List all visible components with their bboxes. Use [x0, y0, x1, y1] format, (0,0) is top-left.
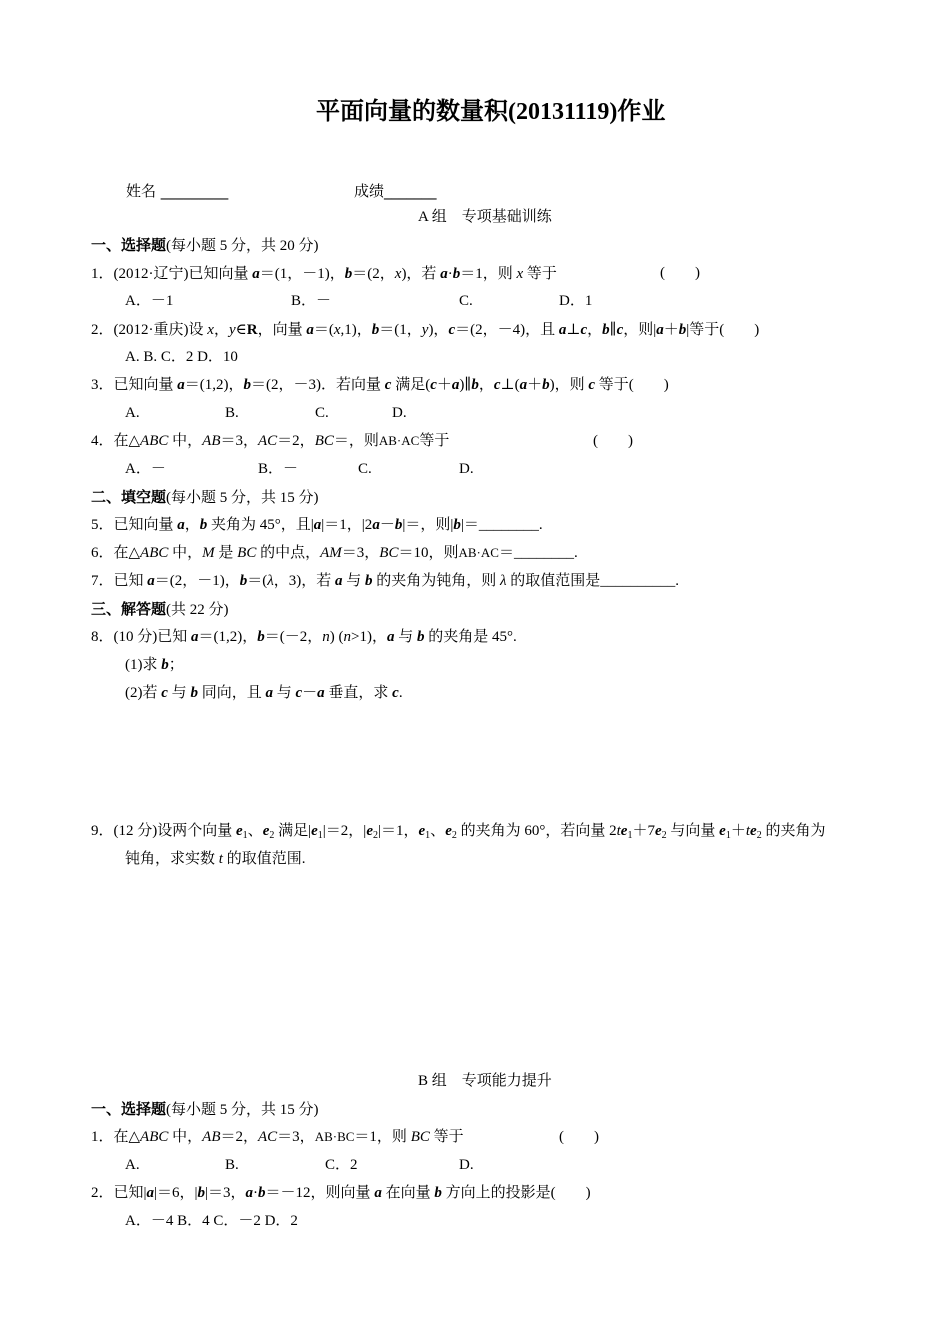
question-a8-part1: (1)求 b； [125, 657, 184, 673]
group-b-heading: B 组 专项能力提升 [418, 1073, 552, 1089]
question-a9: 9．(12 分)设两个向量 $e_1$、$e_2$ 满足$|e_1|=2$，$|e_2|=1$，$e_1$、$e_2$ 的夹角为 60°，若向量 $2te_1+7e_2$ 与向量 $e_1+te_2$ 的夹角为 [91, 823, 826, 841]
option-b: B．－ [291, 293, 332, 309]
answer-bracket: ( ) [660, 265, 700, 281]
options-row: A．－4 B．4 C．－2 D．2 [125, 1213, 298, 1229]
question-a9-line2: 钝角，求实数 t 的取值范围. [125, 851, 306, 867]
group-a-heading: A 组 专项基础训练 [418, 209, 552, 225]
question-a1: 1．(2012·辽宁)已知向量 a＝(1，－1)，b＝(2，x)，若 a·b＝1，则 x 等于 [91, 264, 557, 282]
section-choice-a: 一、选择题(每小题 5 分，共 20 分) [91, 236, 319, 254]
question-a7: 7．已知 a＝(2，－1)，b＝(λ，3)，若 a 与 b 的夹角为钝角，则 λ 的取值范围是__________. [91, 573, 680, 589]
question-a8: 8．(10 分)已知 a＝(1,2)，b＝(－2，n) (n>1)，a 与 b 的夹角是 45°. [91, 629, 517, 645]
option-c: C．2 [325, 1157, 358, 1173]
question-b2: 2．已知|a|＝6，|b|＝3，a·b＝－12，则向量 a 在向量 b 方向上的投影是( ) [91, 1185, 591, 1201]
answer-bracket: ( ) [559, 1129, 599, 1145]
options-row: A. B. C．2 D．10 [125, 349, 238, 365]
option-c: C. [459, 293, 473, 309]
option-d: D. [392, 405, 407, 421]
option-a: A．－ [125, 461, 166, 477]
question-a5: 5．已知向量 a，b 夹角为 45°，且|a|＝1，|2a－b|＝，则|b|＝________. [91, 517, 543, 533]
question-a8-part2: (2)若 c 与 b 同向，且 a 与 c－a 垂直，求 c. [125, 685, 403, 701]
option-c: C. [358, 461, 372, 477]
question-a6: 6．在△ABC 中，M 是 BC 的中点，AM＝3，BC＝10，则AB·AC＝________. [91, 545, 578, 561]
option-a: A．－1 [125, 293, 174, 309]
answer-bracket: ( ) [593, 433, 633, 449]
option-a: A. [125, 1157, 140, 1173]
section-solve-a: 三、解答题(共 22 分) [91, 600, 229, 618]
question-b1: 1．在△ABC 中，AB＝2，AC＝3，AB·BC＝1，则 BC 等于 [91, 1129, 464, 1145]
question-a3: 3．已知向量 a＝(1,2)，b＝(2，－3)．若向量 c 满足(c＋a)∥b，c⊥(a＋b)，则 c 等于( ) [91, 377, 669, 393]
option-a: A. [125, 405, 140, 421]
option-b: B. [225, 1157, 239, 1173]
option-d: D. [459, 461, 474, 477]
section-choice-b: 一、选择题(每小题 5 分，共 15 分) [91, 1100, 319, 1118]
option-b: B．－ [258, 461, 299, 477]
option-d: D．1 [559, 293, 593, 309]
score-field-label: 成绩_______ [354, 182, 437, 200]
question-a4: 4．在△ABC 中，AB＝3，AC＝2，BC＝，则AB·AC等于 [91, 433, 450, 449]
question-a2: 2．(2012·重庆)设 x，y∈R，向量 a＝(x,1)，b＝(1，y)，c＝(2，－4)，且 a⊥c，b∥c，则|a＋b|等于( ) [91, 320, 760, 338]
name-field-label: 姓名 _________ [126, 182, 229, 200]
page-title: 平面向量的数量积(20131119)作业 [316, 99, 666, 125]
option-b: B. [225, 405, 239, 421]
option-d: D. [459, 1157, 474, 1173]
section-fill-a: 二、填空题(每小题 5 分，共 15 分) [91, 488, 319, 506]
option-c: C. [315, 405, 329, 421]
